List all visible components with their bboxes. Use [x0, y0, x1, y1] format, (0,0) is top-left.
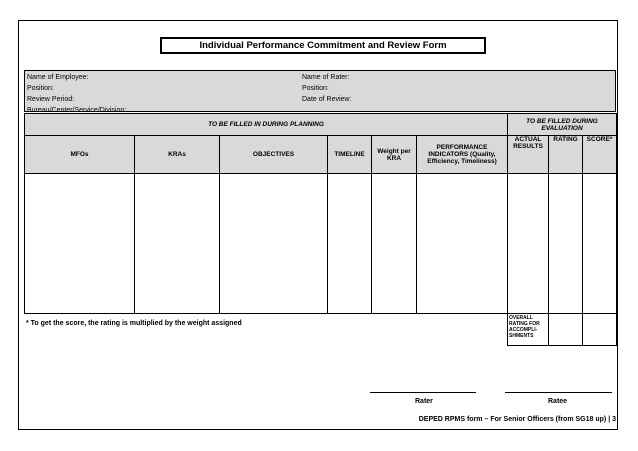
employee-info-panel: [24, 70, 616, 112]
kra-cell[interactable]: [135, 174, 220, 314]
header-kras: KRAs: [135, 136, 220, 174]
review-period-label: Review Period:: [27, 96, 75, 103]
overall-rating-label: OVERALL RATING FOR ACCOMPLI- SHMENTS: [508, 314, 549, 346]
bureau-label: Bureau/Center/Service/Division:: [27, 107, 127, 114]
header-mfos: MFOs: [25, 136, 135, 174]
overall-score-cell[interactable]: [583, 314, 617, 346]
mfo-cell[interactable]: [25, 174, 135, 314]
rater-position-label: Position:: [302, 85, 329, 92]
footer-text: DEPED RPMS form – For Senior Officers (from SG18 up): [418, 416, 607, 423]
weight-cell[interactable]: [372, 174, 417, 314]
note-spacer: [25, 314, 508, 346]
info-left-column: [27, 72, 126, 116]
rater-name-label: Name of Rater:: [302, 74, 350, 81]
objectives-cell[interactable]: [220, 174, 328, 314]
header-objectives: OBJECTIVES: [220, 136, 328, 174]
header-actual-results: ACTUAL RESULTS: [508, 136, 549, 174]
employee-position-label: Position:: [27, 85, 54, 92]
header-indicators: PERFORMANCE INDICATORS (Quality, Efficiency, Timeliness): [417, 136, 508, 174]
header-weight: Weight per KRA: [372, 136, 417, 174]
overall-rating-cell[interactable]: [549, 314, 583, 346]
rater-label: Rater: [415, 398, 433, 405]
employee-name-label: Name of Employee:: [27, 74, 89, 81]
indicators-cell[interactable]: [417, 174, 508, 314]
header-timeline: TIMELINE: [328, 136, 372, 174]
rating-cell[interactable]: [549, 174, 583, 314]
score-cell[interactable]: [583, 174, 617, 314]
page-number: 3: [612, 416, 616, 423]
ipcrf-table: [24, 113, 617, 346]
score-note: * To get the score, the rating is multiplied by the weight assigned: [26, 320, 242, 327]
header-score: SCORE*: [583, 136, 617, 174]
info-right-column: [302, 72, 351, 105]
planning-band: TO BE FILLED IN DURING PLANNING: [25, 114, 508, 136]
form-title: Individual Performance Commitment and Review Form: [160, 37, 486, 54]
footer-separator: |: [608, 416, 613, 423]
actual-results-cell[interactable]: [508, 174, 549, 314]
rater-signature-line: [370, 392, 476, 393]
evaluation-band: TO BE FILLED DURING EVALUATION: [508, 114, 617, 136]
ratee-signature-line: [505, 392, 612, 393]
ratee-label: Ratee: [548, 398, 568, 405]
header-rating: RATING: [549, 136, 583, 174]
timeline-cell[interactable]: [328, 174, 372, 314]
date-of-review-label: Date of Review:: [302, 96, 352, 103]
footer: [419, 416, 616, 423]
